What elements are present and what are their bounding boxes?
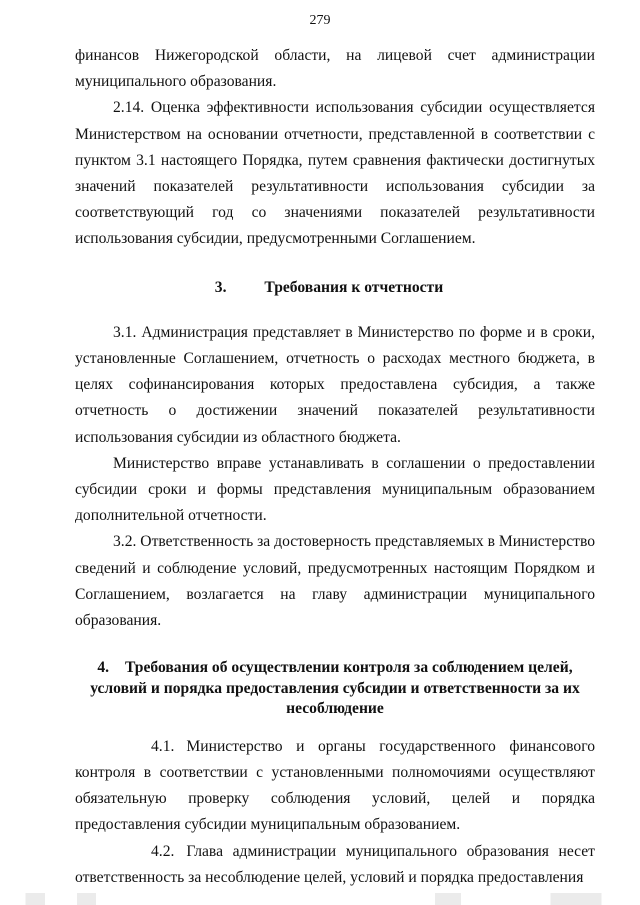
paragraph-3-2: 3.2. Ответственность за достоверность представляемых в Министерство сведений и соблюдение условий, предусмотренных настоящим Порядком и Соглашением, возлагается на главу администрации муниципального образования. <box>75 533 595 630</box>
section-heading-4 <box>75 658 595 720</box>
paragraph-4-1-number: 4.1. <box>151 737 175 755</box>
paragraph-2-14: 2.14. Оценка эффективности использования субсидии осуществляется Министерством на основании отчетности, представленной в соответствии с пунктом 3.1 настоящего Порядка, путем сравнения фактически достигнутых значений показателей результативности использования субсидии за соответствующий год со значениями показателей результативности использования субсидии, предусмотренными Соглашением. <box>75 99 595 248</box>
section-3-title: Требования к отчетности <box>264 278 444 296</box>
paragraph-4-2 <box>75 839 595 891</box>
paragraph-4-1 <box>75 734 595 839</box>
paragraph-3-1: 3.1. Администрация представляет в Министерство по форме и в сроки, установленные Соглашением, отчетность о расходах местного бюджета, в целях софинансирования которых предоставлена субсидия, а также отчетность о достижении значений показателей результативности использования субсидии из областного бюджета. <box>75 323 595 446</box>
section-heading-3 <box>75 275 595 301</box>
page-number: 279 <box>309 13 331 28</box>
paragraph-4-2-number: 4.2. <box>151 842 175 860</box>
document-body <box>75 43 595 891</box>
paragraph-ministry-rights: Министерство вправе устанавливать в соглашении о предоставлении субсидии сроки и формы представления муниципальным образованием дополнительной отчетности. <box>75 454 595 525</box>
section-4-number: 4. <box>97 659 110 677</box>
paragraph-continuation: финансов Нижегородской области, на лицевой счет администрации муниципального образования. <box>75 47 595 91</box>
section-4-title: Требования об осуществлении контроля за соблюдением целей, условий и порядка предоставления субсидии и ответственности за их несоблюдение <box>90 659 580 718</box>
paragraph-4-2-text: Глава администрации муниципального образования несет ответственность за несоблюдение целей, условий и порядка предоставления <box>75 842 595 886</box>
scan-artifact-strip <box>0 893 640 905</box>
paragraph-4-1-text: Министерство и органы государственного финансового контроля в соответствии с установленными полномочиями осуществляют обязательную проверку соблюдения условий, целей и порядка предоставления субсидии муниципальным образованием. <box>75 737 595 834</box>
section-3-number: 3. <box>214 278 227 296</box>
